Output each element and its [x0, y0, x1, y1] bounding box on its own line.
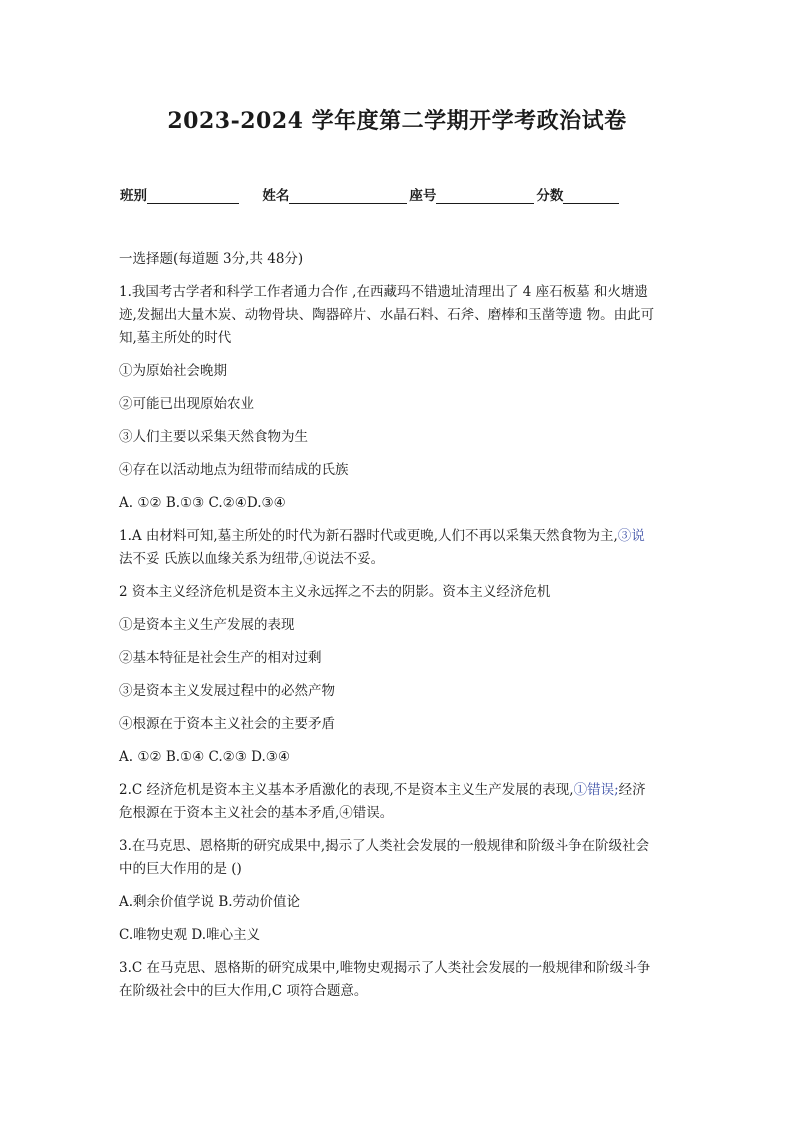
seat-label: 座号: [409, 188, 437, 204]
q2-option-4: ④根源在于资本主义社会的主要矛盾: [119, 716, 335, 732]
exam-content: [119, 248, 679, 1003]
q1-stem-line-1: 1.我国考古学者和科学工作者通力合作 ,在西藏玛不错遗址清理出了 4 座石板墓 和火塘遗: [119, 284, 648, 300]
q3-stem-line-2: 中的巨大作用的是 (): [119, 861, 242, 877]
q3-choices-line-2: C.唯物史观 D.唯心主义: [119, 927, 261, 943]
q2-answer-highlight: ①错误;: [573, 782, 619, 798]
q1-answer-text: 1.A 由材料可知,墓主所处的时代为新石器时代或更晚,人们不再以采集天然食物为主,: [119, 528, 618, 544]
q1-option-3: ③人们主要以采集天然食物为生: [119, 429, 308, 445]
class-label: 班别: [120, 188, 147, 204]
class-blank[interactable]: [147, 189, 239, 204]
q3-choices-line-1: A.剩余价值学说 B.劳动价值论: [119, 894, 301, 910]
section-heading: 一选择题(每道题 3分,共 48分): [119, 251, 304, 267]
q2-choices: A. ①② B.①④ C.②③ D.③④: [119, 749, 291, 765]
score-label: 分数: [536, 188, 564, 204]
q2-answer-text-end: 经济: [618, 782, 646, 798]
q1-answer-line-1: [119, 525, 679, 548]
page-title: 2023-2024 学年度第二学期开学考政治试卷: [167, 108, 627, 134]
q3-answer-line-2: 在阶级社会中的巨大作用,C 项符合题意。: [119, 983, 368, 999]
q2-answer-line-2: 危根源在于资本主义社会的基本矛盾,④错误。: [119, 805, 394, 821]
q1-option-4: ④存在以活动地点为纽带而结成的氏族: [119, 462, 349, 478]
q2-answer-line-1: [119, 779, 679, 802]
q2-answer-text: 2.C 经济危机是资本主义基本矛盾激化的表现,不是资本主义生产发展的表现,: [119, 782, 574, 798]
q1-answer-highlight: ③说: [617, 528, 645, 544]
q1-choices: A. ①② B.①③ C.②④D.③④: [119, 495, 286, 511]
q1-option-2: ②可能已出现原始农业: [119, 396, 254, 412]
q2-option-2: ②基本特征是社会生产的相对过剩: [119, 650, 322, 666]
q2-stem: 2 资本主义经济危机是资本主义永远挥之不去的阴影。资本主义经济危机: [119, 584, 551, 600]
q3-stem-line-1: 3.在马克思、恩格斯的研究成果中,揭示了人类社会发展的一般规律和阶级斗争在阶级社会: [119, 838, 650, 854]
name-label: 姓名: [262, 188, 290, 204]
name-blank[interactable]: [289, 189, 407, 204]
q1-answer-line-2: 法不妥 氏族以血缘关系为纽带,④说法不妥。: [119, 551, 385, 567]
q1-stem-line-2: 迹,发掘出大量木炭、动物骨块、陶器碎片、水晶石料、石斧、磨棒和玉凿等遗 物。由此可: [119, 307, 655, 323]
q3-answer-line-1: 3.C 在马克思、恩格斯的研究成果中,唯物史观揭示了人类社会发展的一般规律和阶级斗争: [119, 960, 651, 976]
q1-option-1: ①为原始社会晚期: [119, 363, 227, 379]
seat-blank[interactable]: [436, 189, 534, 204]
q2-option-3: ③是资本主义发展过程中的必然产物: [119, 683, 335, 699]
q2-option-1: ①是资本主义生产发展的表现: [119, 617, 295, 633]
q1-stem-line-3: 知,墓主所处的时代: [119, 330, 232, 346]
student-info-row: [120, 184, 621, 204]
score-blank[interactable]: [563, 189, 619, 204]
